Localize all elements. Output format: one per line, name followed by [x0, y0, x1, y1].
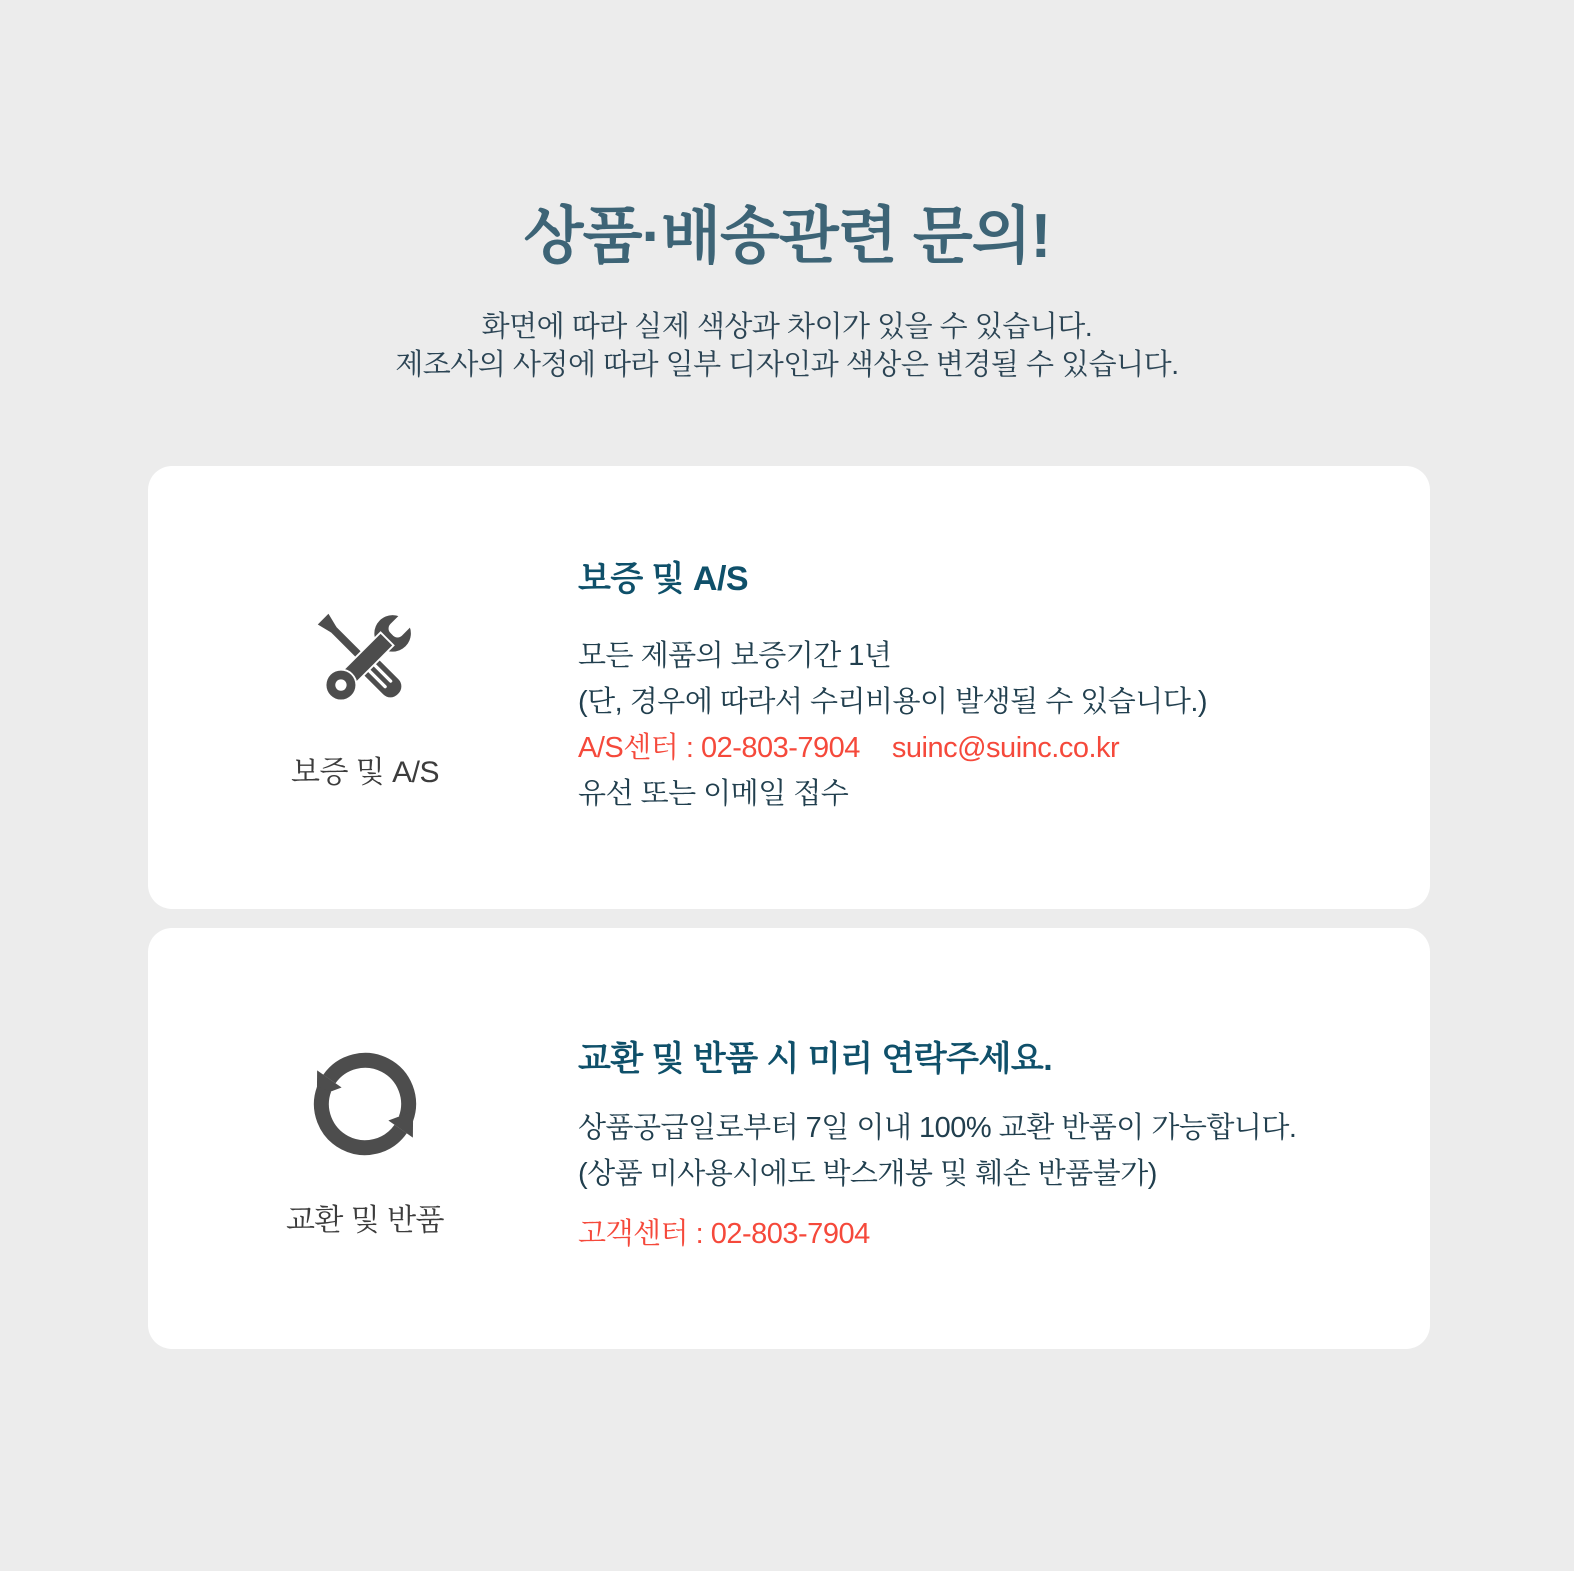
- warranty-heading: 보증 및 A/S: [578, 560, 749, 598]
- exchange-line-1: 상품공급일로부터 7일 이내 100% 교환 반품이 가능합니다.: [578, 1112, 1297, 1144]
- exchange-icon-column: [265, 1036, 465, 1239]
- warranty-line-1: 모든 제품의 보증기간 1년: [578, 640, 892, 672]
- exchange-card: [148, 928, 1430, 1349]
- subtitle-line-2: 제조사의 사정에 따라 일부 디자인과 색상은 변경될 수 있습니다.: [395, 349, 1179, 381]
- page-title: 상품·배송관련 문의!: [523, 202, 1051, 271]
- page-subtitle: [0, 308, 1574, 384]
- warranty-footer-line: 유선 또는 이메일 접수: [578, 778, 849, 810]
- exchange-line-2: (상품 미사용시에도 박스개봉 및 훼손 반품불가): [578, 1158, 1157, 1190]
- warranty-line-2: (단, 경우에 따라서 수리비용이 발생될 수 있습니다.): [578, 686, 1208, 718]
- subtitle-line-1: 화면에 따라 실제 색상과 차이가 있을 수 있습니다.: [481, 311, 1093, 343]
- as-center-email: suinc@suinc.co.kr: [891, 732, 1120, 764]
- warranty-card: [148, 466, 1430, 909]
- warranty-contact-line: [578, 725, 1207, 771]
- exchange-text-column: [578, 1038, 1297, 1257]
- warranty-icon-label: 보증 및 A/S: [291, 756, 439, 789]
- warranty-text-column: [578, 558, 1207, 817]
- exchange-heading: 교환 및 반품 시 미리 연락주세요.: [578, 1040, 1053, 1078]
- warranty-body: [578, 633, 1207, 817]
- wrench-screwdriver-icon: [265, 598, 465, 729]
- customer-center-phone: 고객센터 : 02-803-7904: [578, 1218, 870, 1250]
- as-center-phone: A/S센터 : 02-803-7904: [578, 732, 860, 764]
- exchange-body: [578, 1105, 1297, 1257]
- exchange-icon-label: 교환 및 반품: [285, 1204, 445, 1237]
- exchange-arrows-icon: [265, 1036, 465, 1177]
- warranty-icon-column: [265, 598, 465, 791]
